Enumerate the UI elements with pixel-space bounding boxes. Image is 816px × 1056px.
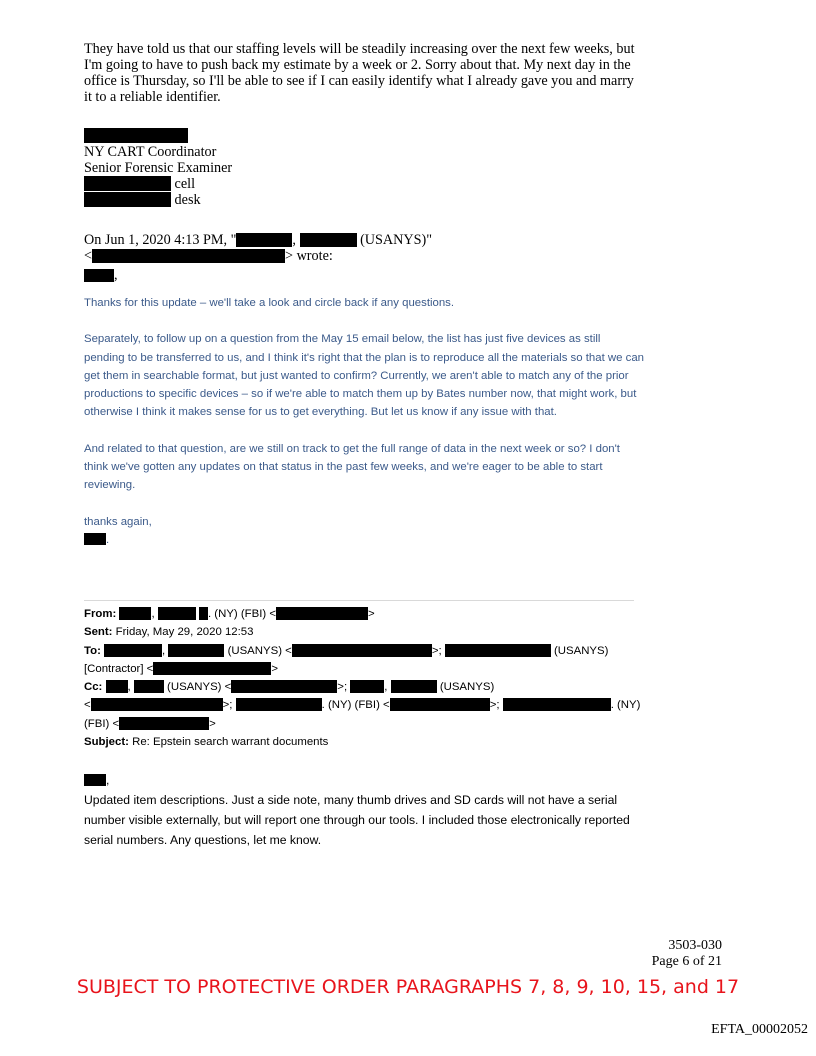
reply-paragraph-2: Separately, to follow up on a question from the May 15 email below, the list has just five devices as still pending to be transferred to us, and I think it's right that the plan is to reproduce all the materials so that we can get them in searchable format, but just wanted to confirm? Currently, we aren't able to match any of the prior productions to specific devices – so if we're able to match them up by Bates number now, that might work, but otherwise I think it makes sense for us to get everything. But let us know if any issue with that. [84,333,645,419]
redaction-block [104,644,162,657]
redaction-block [92,249,285,263]
sent-row [84,623,644,641]
redaction-block [236,233,292,247]
closing-dot: . [106,533,110,546]
redaction-block [503,698,611,711]
fbi-message-text: Updated item descriptions. Just a side note, many thumb drives and SD cards will not have a serial number visible externally, but will report one through our tools. I included those electronically reported serial numbers. Any questions, let me know. [84,793,630,847]
doc-number: 3503-030 [668,938,722,953]
to-row-cont [84,660,644,678]
quote-date: On Jun 1, 2020 4:13 PM, " [84,232,237,248]
redaction-block [350,680,384,693]
redaction-block [119,607,151,620]
redaction-block [445,644,551,657]
quote-header [84,232,432,283]
cc-lt: < [84,699,91,712]
cc-separator-2: >; [222,699,233,712]
sent-value: Friday, May 29, 2020 12:53 [115,626,254,639]
fbi-greeting-comma: , [106,773,110,787]
cc-label: Cc: [84,681,103,694]
quote-lt: < [84,248,93,264]
redaction-block [158,607,196,620]
from-gt: > [368,608,375,620]
to-separator: >; [431,644,442,657]
redaction-block [390,698,490,711]
cc-fbi: (FBI) < [84,717,120,730]
page-number: Page 6 of 21 [651,954,722,969]
redaction-block [276,607,368,620]
page-identifier [652,938,722,970]
header-divider [84,600,634,601]
signature-title-2: Senior Forensic Examiner [84,160,233,176]
to-org: (USANYS) < [227,644,292,657]
cc-gt: > [209,717,216,730]
phone-label-cell: cell [174,176,196,192]
reply-paragraph-1: Thanks for this update – we'll take a look and circle back if any questions. [84,297,455,309]
cc-org: (USANYS) < [167,681,232,694]
intro-paragraph: They have told us that our staffing levels will be steadily increasing over the next few weeks, but I'm going to have to push back my estimate by a week or 2. Sorry about that. My next day in the office is Thursday, so I'll be able to see if I can easily identify what I already gave you and marry it to a reliable identifier. [84,41,635,105]
redaction-block [292,644,432,657]
redaction-block [236,698,322,711]
cc-separator: >; [337,681,348,694]
quote-comma: , [292,232,296,248]
sent-label: Sent: [84,626,113,639]
subject-value: Re: Epstein search warrant documents [132,736,329,749]
cc-org-3: . (NY) (FBI) < [321,699,390,712]
greeting-comma: , [114,267,118,283]
redaction-block [84,269,114,282]
quote-wrote: > wrote: [285,248,333,264]
redaction-block [84,192,171,207]
redaction-block [199,607,208,620]
signature-block [84,128,232,208]
subject-label: Subject: [84,736,129,749]
fbi-message-body [84,770,644,850]
to-row: To: , (USANYS) < >; (USANYS) [84,644,609,657]
cc-org-4: . (NY) [610,699,641,712]
phone-label-desk: desk [174,192,201,208]
cc-org-2: (USANYS) [439,681,495,694]
reply-closing: thanks again, [84,515,152,528]
redaction-block [391,680,437,693]
signature-title-1: NY CART Coordinator [84,144,217,160]
cc-row-cont [84,696,644,714]
to-org-2: (USANYS) [553,644,609,657]
redaction-block [84,533,106,545]
cc-row-cont-2 [84,715,644,733]
redaction-block [300,233,357,247]
redaction-block [153,662,271,675]
cc-row: Cc: , (USANYS) < >; , (USANYS) [84,681,495,694]
reply-body [84,294,644,549]
redaction-block [119,717,209,730]
from-org: . (NY) (FBI) < [207,608,276,620]
cc-separator-3: >; [489,699,500,712]
redaction-block [84,128,188,143]
to-label: To: [84,644,101,657]
redaction-block [84,176,171,191]
redaction-block [231,680,337,693]
redaction-block [91,698,223,711]
email-header [84,605,644,751]
redaction-block [106,680,128,693]
contractor-gt: > [271,662,278,675]
reply-paragraph-3: And related to that question, are we still on track to get the full range of data in the next week or so? I don't think we've gotten any updates on that status in the past few weeks, and we're eager to be able to start reviewing. [84,442,620,492]
from-row: From: , . (NY) (FBI) < > [84,608,375,620]
redaction-block [134,680,164,693]
quote-org: (USANYS)" [360,232,433,248]
subject-row [84,733,644,751]
contractor-label: [Contractor] < [84,662,154,675]
bates-number: EFTA_00002052 [711,1022,808,1037]
redaction-block [168,644,224,657]
redaction-block [84,774,106,786]
protective-order-notice: SUBJECT TO PROTECTIVE ORDER PARAGRAPHS 7, 8, 9, 10, 15, and 17 [76,976,740,998]
from-label: From: [84,608,117,620]
